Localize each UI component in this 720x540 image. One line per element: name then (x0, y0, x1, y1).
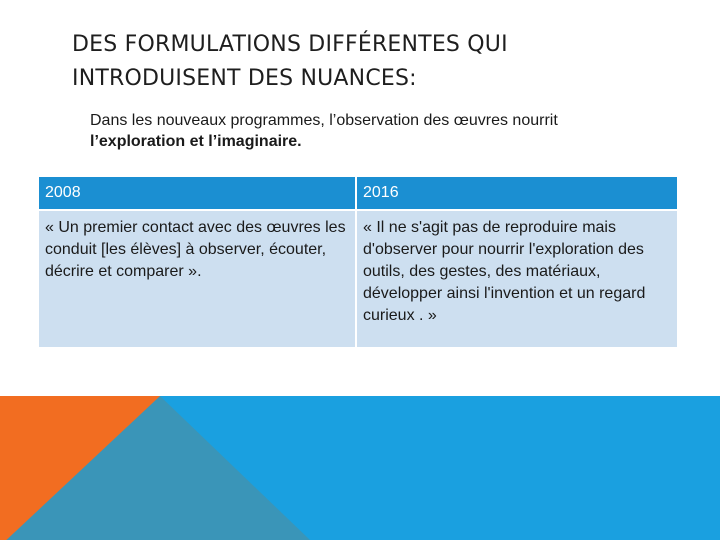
comparison-table (37, 175, 679, 349)
subtitle-emphasis: l’exploration et l’imaginaire. (90, 133, 302, 150)
table-row (38, 210, 678, 348)
decorative-shapes (0, 396, 720, 540)
slide-subtitle (90, 110, 650, 152)
subtitle-lead: Dans les nouveaux programmes, l’observation des œuvres nourrit (90, 112, 558, 129)
slide-title: DES FORMULATIONS DIFFÉRENTES QUI INTRODUISENT DES NUANCES: (72, 32, 508, 91)
header-2008: 2008 (38, 176, 356, 210)
header-2016: 2016 (356, 176, 678, 210)
table-header-row (38, 176, 678, 210)
quote-2016: « Il ne s'agit pas de reproduire mais d'observer pour nourrir l'exploration des outils, des gestes, des matériaux, développer ainsi l'invention et un regard curieux . » (356, 210, 678, 348)
quote-2008: « Un premier contact avec des œuvres les conduit [les élèves] à observer, écouter, décrire et comparer ». (38, 210, 356, 348)
